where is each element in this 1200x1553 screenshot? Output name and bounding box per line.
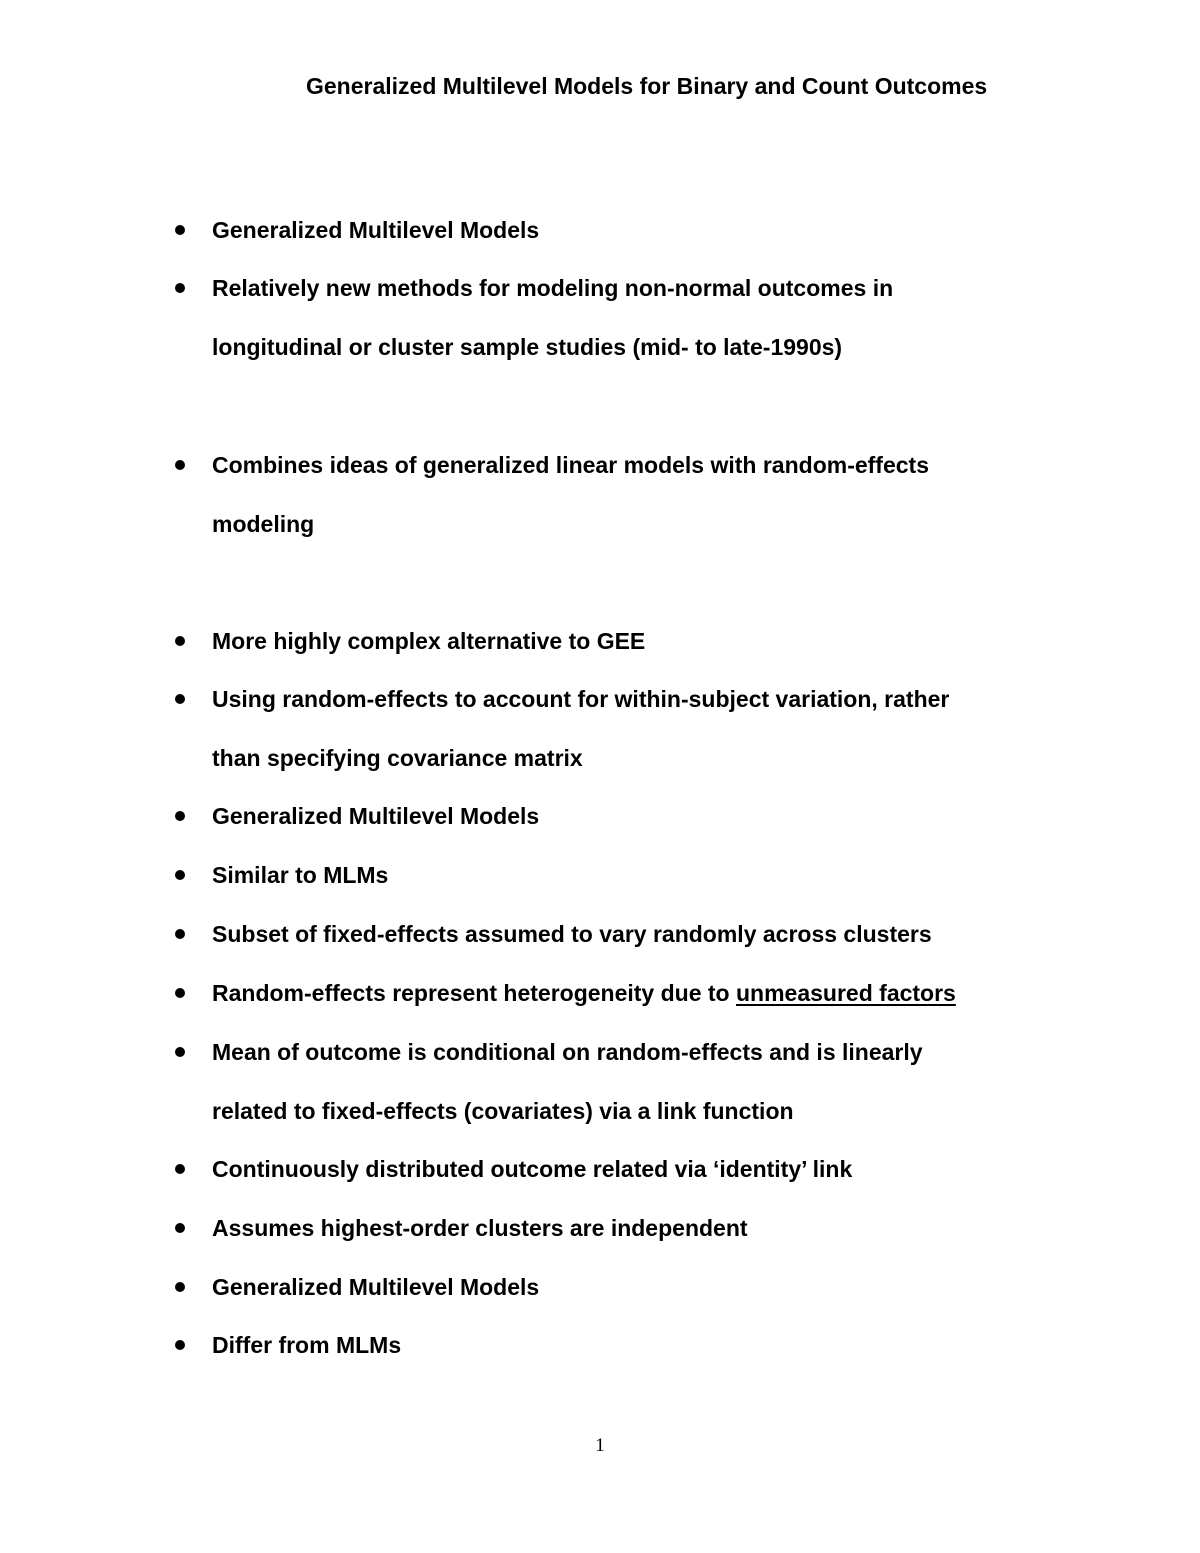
list-item-text-segment: Random-effects represent heterogeneity due to [212,980,736,1006]
list-item-text: Generalized Multilevel Models [212,217,540,243]
bullet-icon [175,1340,185,1350]
bullet-icon [175,929,185,939]
bullet-icon [175,636,185,646]
list-item-text: related to fixed-effects (covariates) via a link function [212,1098,794,1124]
list-item-text: than specifying covariance matrix [212,745,583,771]
list-item-text: Combines ideas of generalized linear models with random-effects [212,452,929,478]
page-title: Generalized Multilevel Models for Binary and Count Outcomes [306,73,988,99]
bullet-icon [175,460,185,470]
list-item-text: longitudinal or cluster sample studies (mid- to late-1990s) [212,334,843,360]
list-item-text: Generalized Multilevel Models [212,1274,540,1300]
list-item-text: Relatively new methods for modeling non-normal outcomes in [212,275,894,301]
list-item-text: Similar to MLMs [212,862,389,888]
list-item-text: More highly complex alternative to GEE [212,628,646,654]
list-item-text: Subset of fixed-effects assumed to vary randomly across clusters [212,921,932,947]
bullet-icon [175,1282,185,1292]
bullet-icon [175,1223,185,1233]
bullet-icon [175,811,185,821]
list-item-text: Differ from MLMs [212,1332,402,1358]
page-number: 1 [595,1435,605,1456]
bullet-icon [175,988,185,998]
bullet-icon [175,1164,185,1174]
list-item-text: Generalized Multilevel Models [212,803,540,829]
list-item-text: modeling [212,511,315,537]
bullet-icon [175,1047,185,1057]
underlined-phrase: unmeasured factors [736,980,956,1006]
list-item-text: Mean of outcome is conditional on random-effects and is linearly [212,1039,923,1065]
bullet-icon [175,870,185,880]
list-item-text: Using random-effects to account for within-subject variation, rather [212,686,950,712]
list-item-text: Continuously distributed outcome related via ‘identity’ link [212,1156,853,1182]
bullet-icon [175,225,185,235]
bullet-icon [175,283,185,293]
list-item-text [212,977,956,1009]
bullet-icon [175,694,185,704]
list-item-text: Assumes highest-order clusters are independent [212,1215,748,1241]
